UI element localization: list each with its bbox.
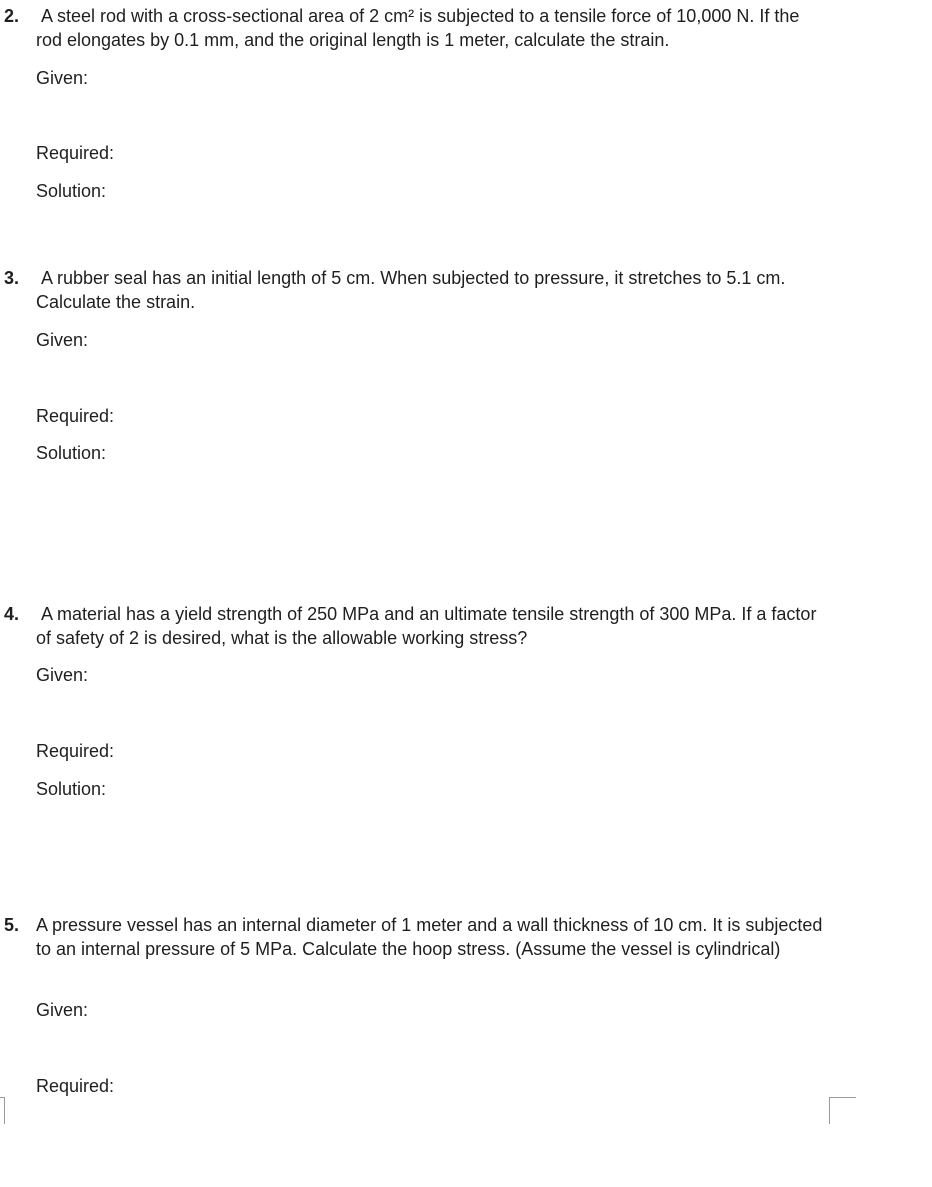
question-2	[0, 4, 900, 204]
required-label: Required:	[36, 406, 115, 426]
required-label: Required:	[36, 741, 115, 761]
question-number: 4.	[4, 604, 20, 624]
question-text: A steel rod with a cross-sectional area of 2 cm² is subjected to a tensile force of 10,000 N. If the rod elongates by 0.1 mm, and the original length is 1 meter, calculate the strain.	[36, 6, 800, 50]
given-label: Given:	[36, 68, 89, 88]
required-label: Required:	[36, 1076, 115, 1096]
solution-label: Solution:	[36, 443, 107, 463]
question-number: 2.	[4, 6, 20, 26]
question-3	[0, 266, 900, 466]
given-label: Given:	[36, 1000, 89, 1020]
solution-label: Solution:	[36, 779, 107, 799]
question-number: 3.	[4, 268, 20, 288]
question-text: A pressure vessel has an internal diameter of 1 meter and a wall thickness of 10 cm. It is subjected to an internal pressure of 5 MPa. Calculate the hoop stress. (Assume the vessel is cylindrical)	[36, 915, 823, 959]
given-label: Given:	[36, 665, 89, 685]
question-4	[0, 602, 900, 802]
question-number: 5.	[4, 915, 20, 935]
margin-corner-mark-right	[829, 1097, 856, 1124]
question-text: A rubber seal has an initial length of 5 cm. When subjected to pressure, it stretches to 5.1 cm. Calculate the strain.	[36, 268, 786, 312]
solution-label: Solution:	[36, 181, 107, 201]
question-5	[0, 913, 900, 1103]
given-label: Given:	[36, 330, 89, 350]
margin-corner-mark-left	[0, 1097, 5, 1124]
required-label: Required:	[36, 143, 115, 163]
question-text: A material has a yield strength of 250 MPa and an ultimate tensile strength of 300 MPa. If a factor of safety of 2 is desired, what is the allowable working stress?	[36, 604, 817, 648]
